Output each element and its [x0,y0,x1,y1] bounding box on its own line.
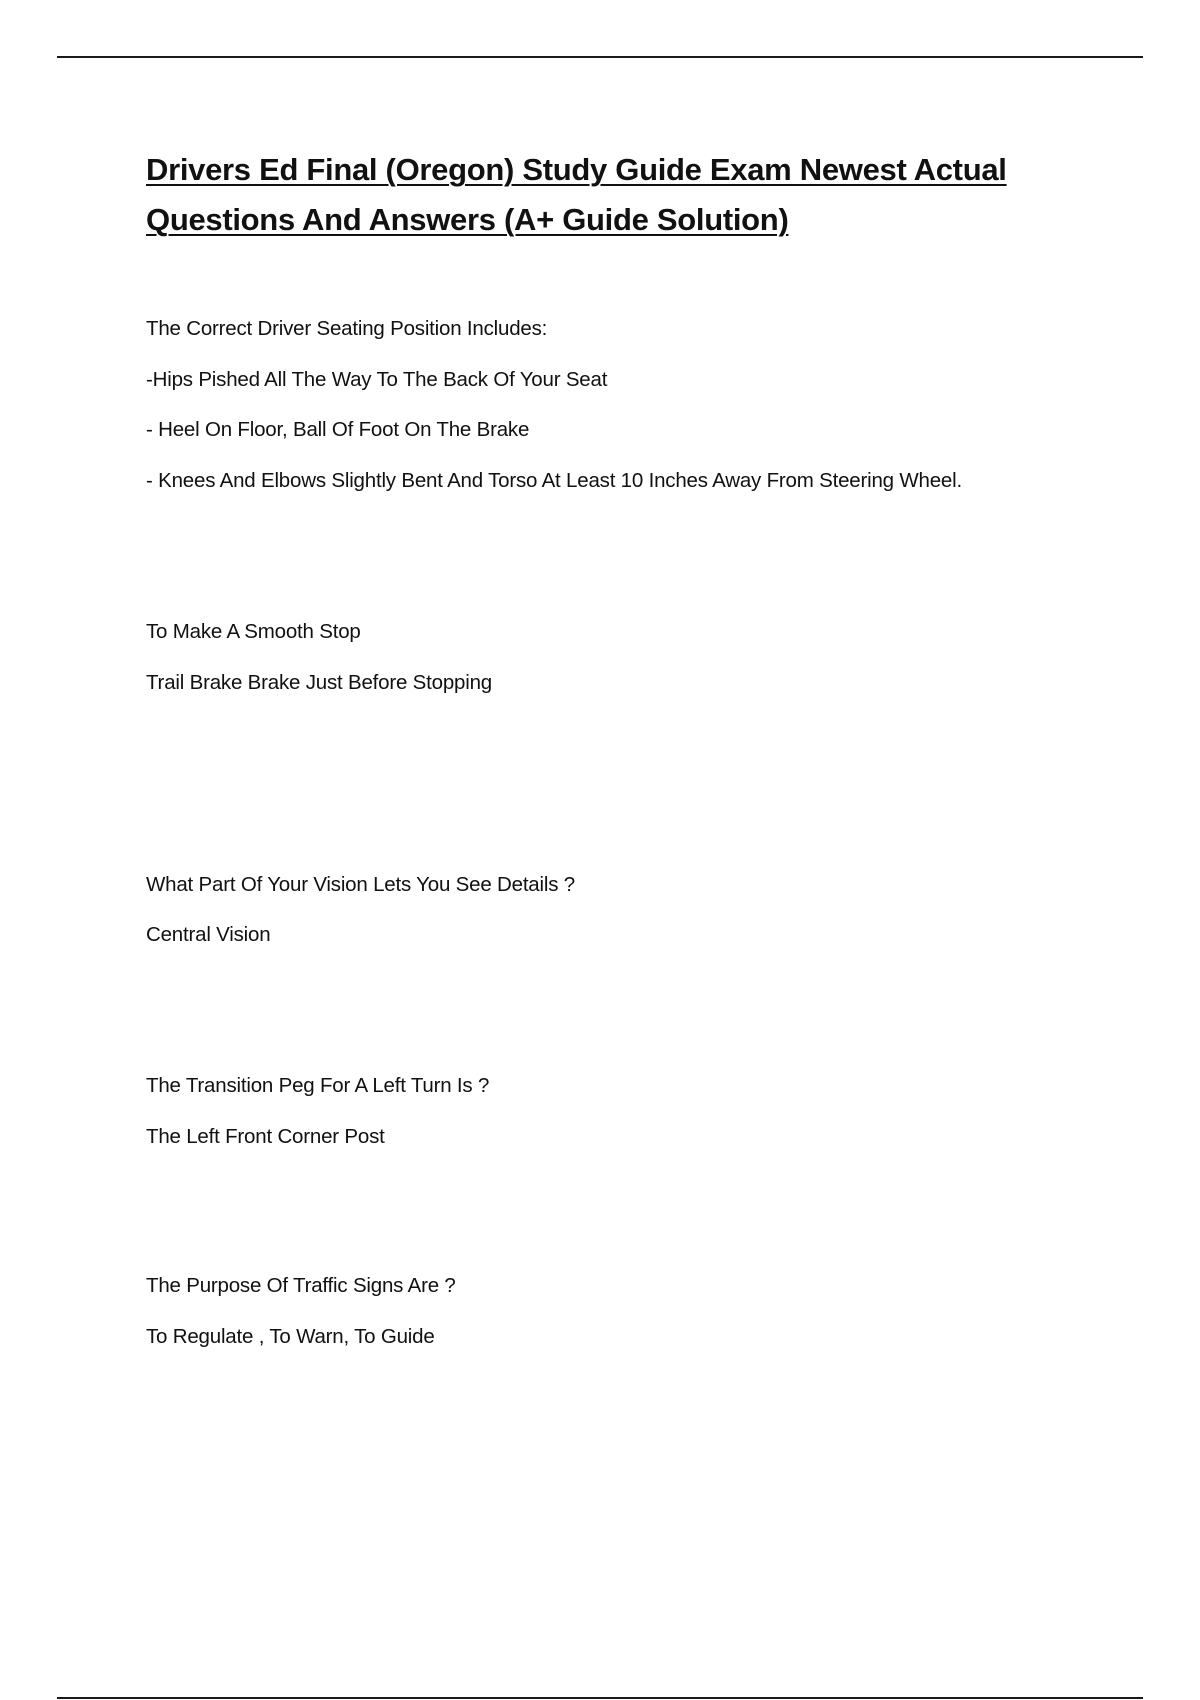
title-line-1: Drivers Ed Final (Oregon) Study Guide Exam Newest Actual [146,152,1007,187]
question-2: To Make A Smooth Stop [146,620,361,643]
question-1: The Correct Driver Seating Position Includes: [146,317,548,340]
answer-3-line-1: Central Vision [146,923,271,946]
question-5: The Purpose Of Traffic Signs Are ? [146,1274,456,1297]
footer-rule [57,1697,1143,1699]
answer-4-line-1: The Left Front Corner Post [146,1125,385,1148]
answer-1-line-1: -Hips Pished All The Way To The Back Of Your Seat [146,368,608,391]
answer-1-line-3: - Knees And Elbows Slightly Bent And Torso At Least 10 Inches Away From Steering Wheel. [146,469,962,492]
answer-2-line-1: Trail Brake Brake Just Before Stopping [146,671,493,694]
document-title [146,145,1046,245]
answer-5-line-1: To Regulate , To Warn, To Guide [146,1325,435,1348]
question-3: What Part Of Your Vision Lets You See Details ? [146,873,575,896]
question-4: The Transition Peg For A Left Turn Is ? [146,1074,490,1097]
header-rule [57,56,1143,58]
title-line-2: Questions And Answers (A+ Guide Solution) [146,202,789,237]
answer-1-line-2: - Heel On Floor, Ball Of Foot On The Brake [146,418,530,441]
